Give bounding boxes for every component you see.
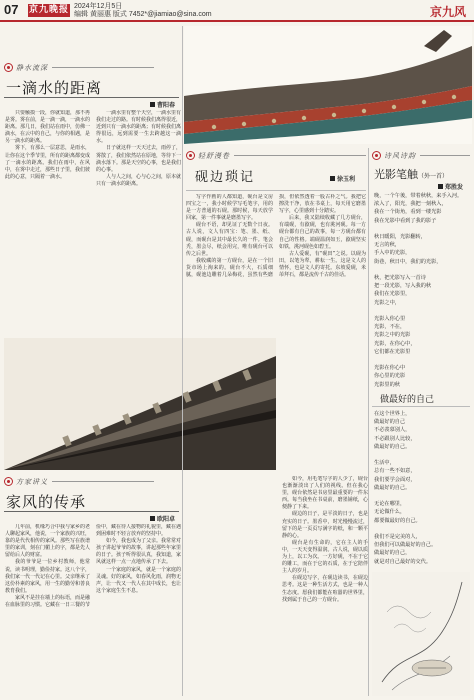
paragraph: 古人爱砚，有“砚田”之说。以砚为田，以笔为犁，耕耘一生。这是文人的情怀，也是文人的寄托。东坡爱砚，米芾拜石，都是流传千古的佳话。 [279, 250, 366, 279]
issue-email: 7452*@jiamiao@sina.com [128, 11, 212, 18]
poem-line: 晚，一个午後，带着秋秋，来手入河。 [374, 193, 463, 199]
paragraph: 后来，我又陆续收藏了几方砚台，有端砚，有歙砚，也有洮河砚。每一方砚台都有自己的故事，每一方砚台都有自己的性格。端砚温润如玉，歙砚坚实如铁，洮河砚色如碧玉。 [279, 215, 366, 250]
article-title: 家风的传承 [6, 493, 87, 511]
section-title: 京九风 [429, 5, 466, 19]
poem-line: 在这个世界上， [374, 411, 411, 417]
poem-line: 无论做什么， [374, 509, 406, 516]
poem-line: 做最好的自己 [374, 419, 406, 426]
tag-ornament-icon [4, 63, 13, 72]
brush-sketch-icon [372, 572, 470, 696]
poem-line: 我在一个街角，看到一缕光影 [374, 209, 442, 216]
poem-line: 光影入你心里 [374, 316, 406, 323]
paragraph: 我收藏的第一方砚台，是在一个旧货市场上淘来的。砚台不大，石质细腻，砚池边雕着几朵梅花，虽然有些磨损，但依然透着一股古朴之气。我把它擦洗干净，放在书桌上，每天用它磨墨写字，心里感到十分踏实。 [186, 194, 366, 279]
paper-logo: 京九晚报 [28, 5, 69, 15]
article-body-continued [282, 476, 368, 696]
poem-line: 我在光影中看到了我的影子 [374, 217, 437, 224]
poem-line: 不必跟别人比较， [374, 435, 416, 442]
article-title: 一滴水的距离 [6, 79, 103, 97]
paragraph: 只要触摸一段，你就知道，那不再是雾。雾在前，是一滴一滴，一滴水的距离。那几日，我们站在雨中，仿佛一滴水，在云中的自己，与你的相遇，是另一滴水的距离。 [5, 110, 91, 145]
poem-line: 光影里的秋 [374, 381, 400, 388]
poem-line: 但我们可以做最好的自己。 [374, 542, 437, 549]
column-tag-left-bottom [4, 476, 154, 487]
poem-line: 不必羡慕别人， [374, 427, 411, 434]
poem-line: 光影，不在， [374, 324, 406, 331]
column-tag-text: 诗风诗韵 [384, 151, 416, 160]
poem-line: 生活中， [374, 460, 395, 467]
poem-line: 手入中的光影， [374, 250, 411, 257]
poem-line: 光影之中的光影 [374, 332, 411, 339]
paragraph: 几年前，机缘巧合中我与家乡的老人聊起家风，他说，一个家族的兴旺，靠的是代代相传的家风。那些写在族谱里的家训，刻在门楣上的字，都是先人留给后人的财富。 [5, 524, 91, 559]
tag-ornament-icon [4, 477, 13, 486]
paragraph: 人与人之间，心与心之间，原本就只有一滴水的距离。 [96, 173, 181, 187]
column-tag-text: 静水流深 [16, 63, 48, 72]
byline: 欧阳卓 [150, 514, 175, 523]
paragraph: 如今，用毛笔写字的人少了，砚台也渐渐淡出了人们的视线。但在我心里，砚台依然是书房里最重要的一件东西。每当我坐在书桌前，磨墨铺纸，心便静了下来。 [282, 476, 368, 511]
poem-body [374, 410, 470, 570]
poem-line: 它们都在光影里 [374, 348, 411, 355]
paragraph: 日子就这样一天天过去，雨停了，雾散了，我们依然站在原地，等待下一滴水落下。那是天空的心事，也是我们的心事。 [96, 145, 181, 173]
paragraph: 如今，我也成为了父亲。我常常对孩子讲起爷爷的故事，讲起那些年家里的日子。孩子听得很认真，我知道，家风就这样一点一点地传承了下去。 [96, 538, 181, 566]
poem-line [374, 266, 470, 274]
byline: 曹阳春 [150, 100, 175, 109]
paragraph: 砚台是有生命的，它在主人的手中，一天天变得温润。古人说，砚以质为上，以工为次。一方好砚，不在于它的雕工，而在于它的石质，在于它陪伴主人的岁月。 [282, 539, 368, 575]
poem-line: 做最好的自己， [374, 550, 411, 557]
issue-date: 2024年12月5日 [74, 3, 123, 10]
poem-line: 街巷，秋日中，我们的光影， [374, 258, 442, 265]
paragraph: 在砚边写字，在砚边读书，在砚边思考。这是一种生活方式，也是一种人生态度。愿我们都能在喧嚣的世界里，找到属于自己的一方砚台。 [282, 575, 368, 603]
column-tag-center [186, 150, 366, 161]
article-body [5, 524, 181, 696]
paragraph: 砚台不语，却见证了无数个日夜。古人说，文人有四宝：笔、墨、纸、砚，而砚台是其中最长久的一件。笔会秃，墨会尽，纸会用完，唯有砚台可以传之后世。 [186, 222, 273, 257]
column-tag-left-top [4, 62, 154, 73]
poem-line: 光影在你心中 [374, 365, 406, 372]
article-title: 砚边琐记 [195, 170, 256, 185]
page-number: 07 [4, 2, 19, 17]
poem-line: 光影，在你心中， [374, 340, 416, 347]
tag-ornament-icon [372, 151, 381, 160]
poem-line [374, 307, 470, 315]
poem-line: 做最好的自己。 [374, 443, 411, 450]
poem-line: 浓入了，阳光，我把一刻秋入， [374, 201, 447, 208]
poem-line [374, 225, 470, 233]
masthead-rule [0, 20, 474, 22]
poem-line [374, 451, 470, 459]
tag-ornament-icon [186, 151, 195, 160]
article-body [5, 110, 181, 338]
poem-title: 做最好的自己 [380, 395, 435, 405]
article-body [186, 194, 366, 440]
sketch-illustration [372, 572, 470, 696]
poem-line: 秋日暖阳，光影翻转， [374, 234, 426, 241]
paragraph: 一个家庭的家风，就是一个家庭的灵魂。好的家风，如春风化雨，润物无声，让一代又一代人在其中成长，也让这个家庭生生不息。 [96, 566, 181, 594]
paragraph: 家风不是挂在墙上的标语，而是融在血脉里的习惯。它藏在一日三餐的节俭中，藏在待人接物的礼貌里，藏在遇到困难时不轻言放弃的坚持中。 [5, 524, 181, 609]
poem-line: 光影之中， [374, 299, 400, 306]
column-tag-text: 方家讲义 [16, 477, 48, 486]
issue-info [74, 3, 212, 19]
poem-line: 就是对自己最好的交代。 [374, 558, 432, 565]
poem-line: 秋，把光影写入一首诗 [374, 275, 426, 282]
roof-photo [184, 26, 472, 144]
poem-line [374, 356, 470, 364]
poem-line: 你心里的光影 [374, 373, 406, 380]
paragraph: 我的爷爷是一位乡村教师，他常说，读书明理，勤俭持家。这八个字，我们家一代一代记在心里。父亲继承了这份朴素的家风，用一生的勤劳和善良教育我们。 [5, 559, 91, 594]
poem-line: 做最好的自己。 [374, 484, 411, 491]
poem-line: 无言的秋， [374, 242, 400, 249]
poem-title: 光影笔触（外一首） [374, 168, 449, 181]
paragraph: 雾下，有那么一层意思，是雨水，让你在这个季节里，所有的距离都变成了一滴水的距离。我们在雨中，在风中，在雾中走过，那些日子里，我们彼此的心意，只隔着一滴水。 [5, 145, 91, 180]
poem-line [374, 492, 470, 500]
roof-illustration [184, 26, 472, 144]
poem-line: 我们不是完美的人， [374, 534, 421, 541]
poem-line: 都要做最好的自己。 [374, 517, 421, 524]
poem-line: 把一段光影，写入我的秋 [374, 283, 432, 290]
poem-line [374, 525, 470, 533]
masthead [0, 0, 474, 22]
poem-line: 我们要学会面对， [374, 476, 416, 483]
poem-body [374, 192, 470, 388]
poem-line: 我们在光影里， [374, 291, 411, 298]
poem-line: 无论在哪里， [374, 501, 406, 508]
column-tag-text: 轻舒漫卷 [198, 151, 230, 160]
paragraph: 写字作画的人都知道，砚台是文房四宝之一，我小时候学写毛笔字，用的是一方普通的石砚。那时候，每天放学回家，第一件事就是磨墨写字。 [186, 194, 273, 222]
column-tag-right [372, 150, 470, 161]
issue-editors: 编辑 黄丽惠 版式 [74, 11, 127, 18]
byline: 郑胜发 [438, 182, 463, 191]
paragraph: 一滴水里有整个天空，一滴水里有我们走过的路。有时候我们离得很近，近到只有一滴水的距离；有时候我们离得很远，远到需要一生去跨越这一滴水。 [96, 110, 181, 145]
poem-line: 总有一些不如意， [374, 468, 416, 475]
byline: 徐玉利 [330, 174, 355, 183]
paragraph: 砚边的日子，是平淡的日子，也是充实的日子。墨香中，时光慢慢流过，留下的是一页页写满字的纸，和一颗平静的心。 [282, 511, 368, 539]
